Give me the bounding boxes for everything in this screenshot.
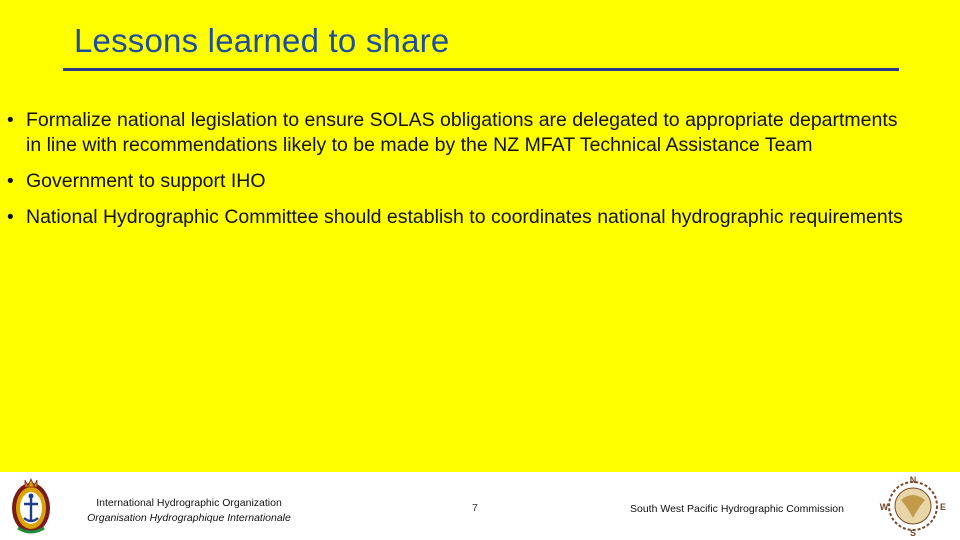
slide-title: Lessons learned to share xyxy=(74,22,450,59)
compass-south: S xyxy=(909,528,917,538)
bullet-dot: • xyxy=(7,110,14,131)
bullet-dot: • xyxy=(7,207,14,228)
bullet-dot: • xyxy=(7,171,14,192)
page-number: 7 xyxy=(472,502,478,514)
bullet-item xyxy=(4,169,904,194)
compass-north: N xyxy=(909,475,917,485)
title-underline xyxy=(63,68,899,71)
bullet-list xyxy=(4,108,904,241)
compass-west: W xyxy=(879,502,889,512)
iho-name-english: International Hydrographic Organization xyxy=(96,497,282,509)
bullet-text: Government to support IHO xyxy=(26,170,266,192)
iho-name-block xyxy=(74,496,304,526)
slide-footer xyxy=(0,472,960,540)
bullet-item xyxy=(4,108,904,158)
compass-east: E xyxy=(939,502,947,512)
swphc-compass-logo-icon xyxy=(876,474,950,538)
bullet-text: National Hydrographic Committee should establish to coordinates national hydrographic requirements xyxy=(26,206,903,228)
bullet-item xyxy=(4,205,904,230)
iho-emblem-icon xyxy=(10,474,52,536)
commission-name: South West Pacific Hydrographic Commission xyxy=(630,503,844,515)
iho-name-french: Organisation Hydrographique Internationale xyxy=(87,512,291,524)
bullet-text: Formalize national legislation to ensure SOLAS obligations are delegated to appropriate departments in line with recommendations likely to be made by the NZ MFAT Technical Assistance Team xyxy=(26,109,898,156)
